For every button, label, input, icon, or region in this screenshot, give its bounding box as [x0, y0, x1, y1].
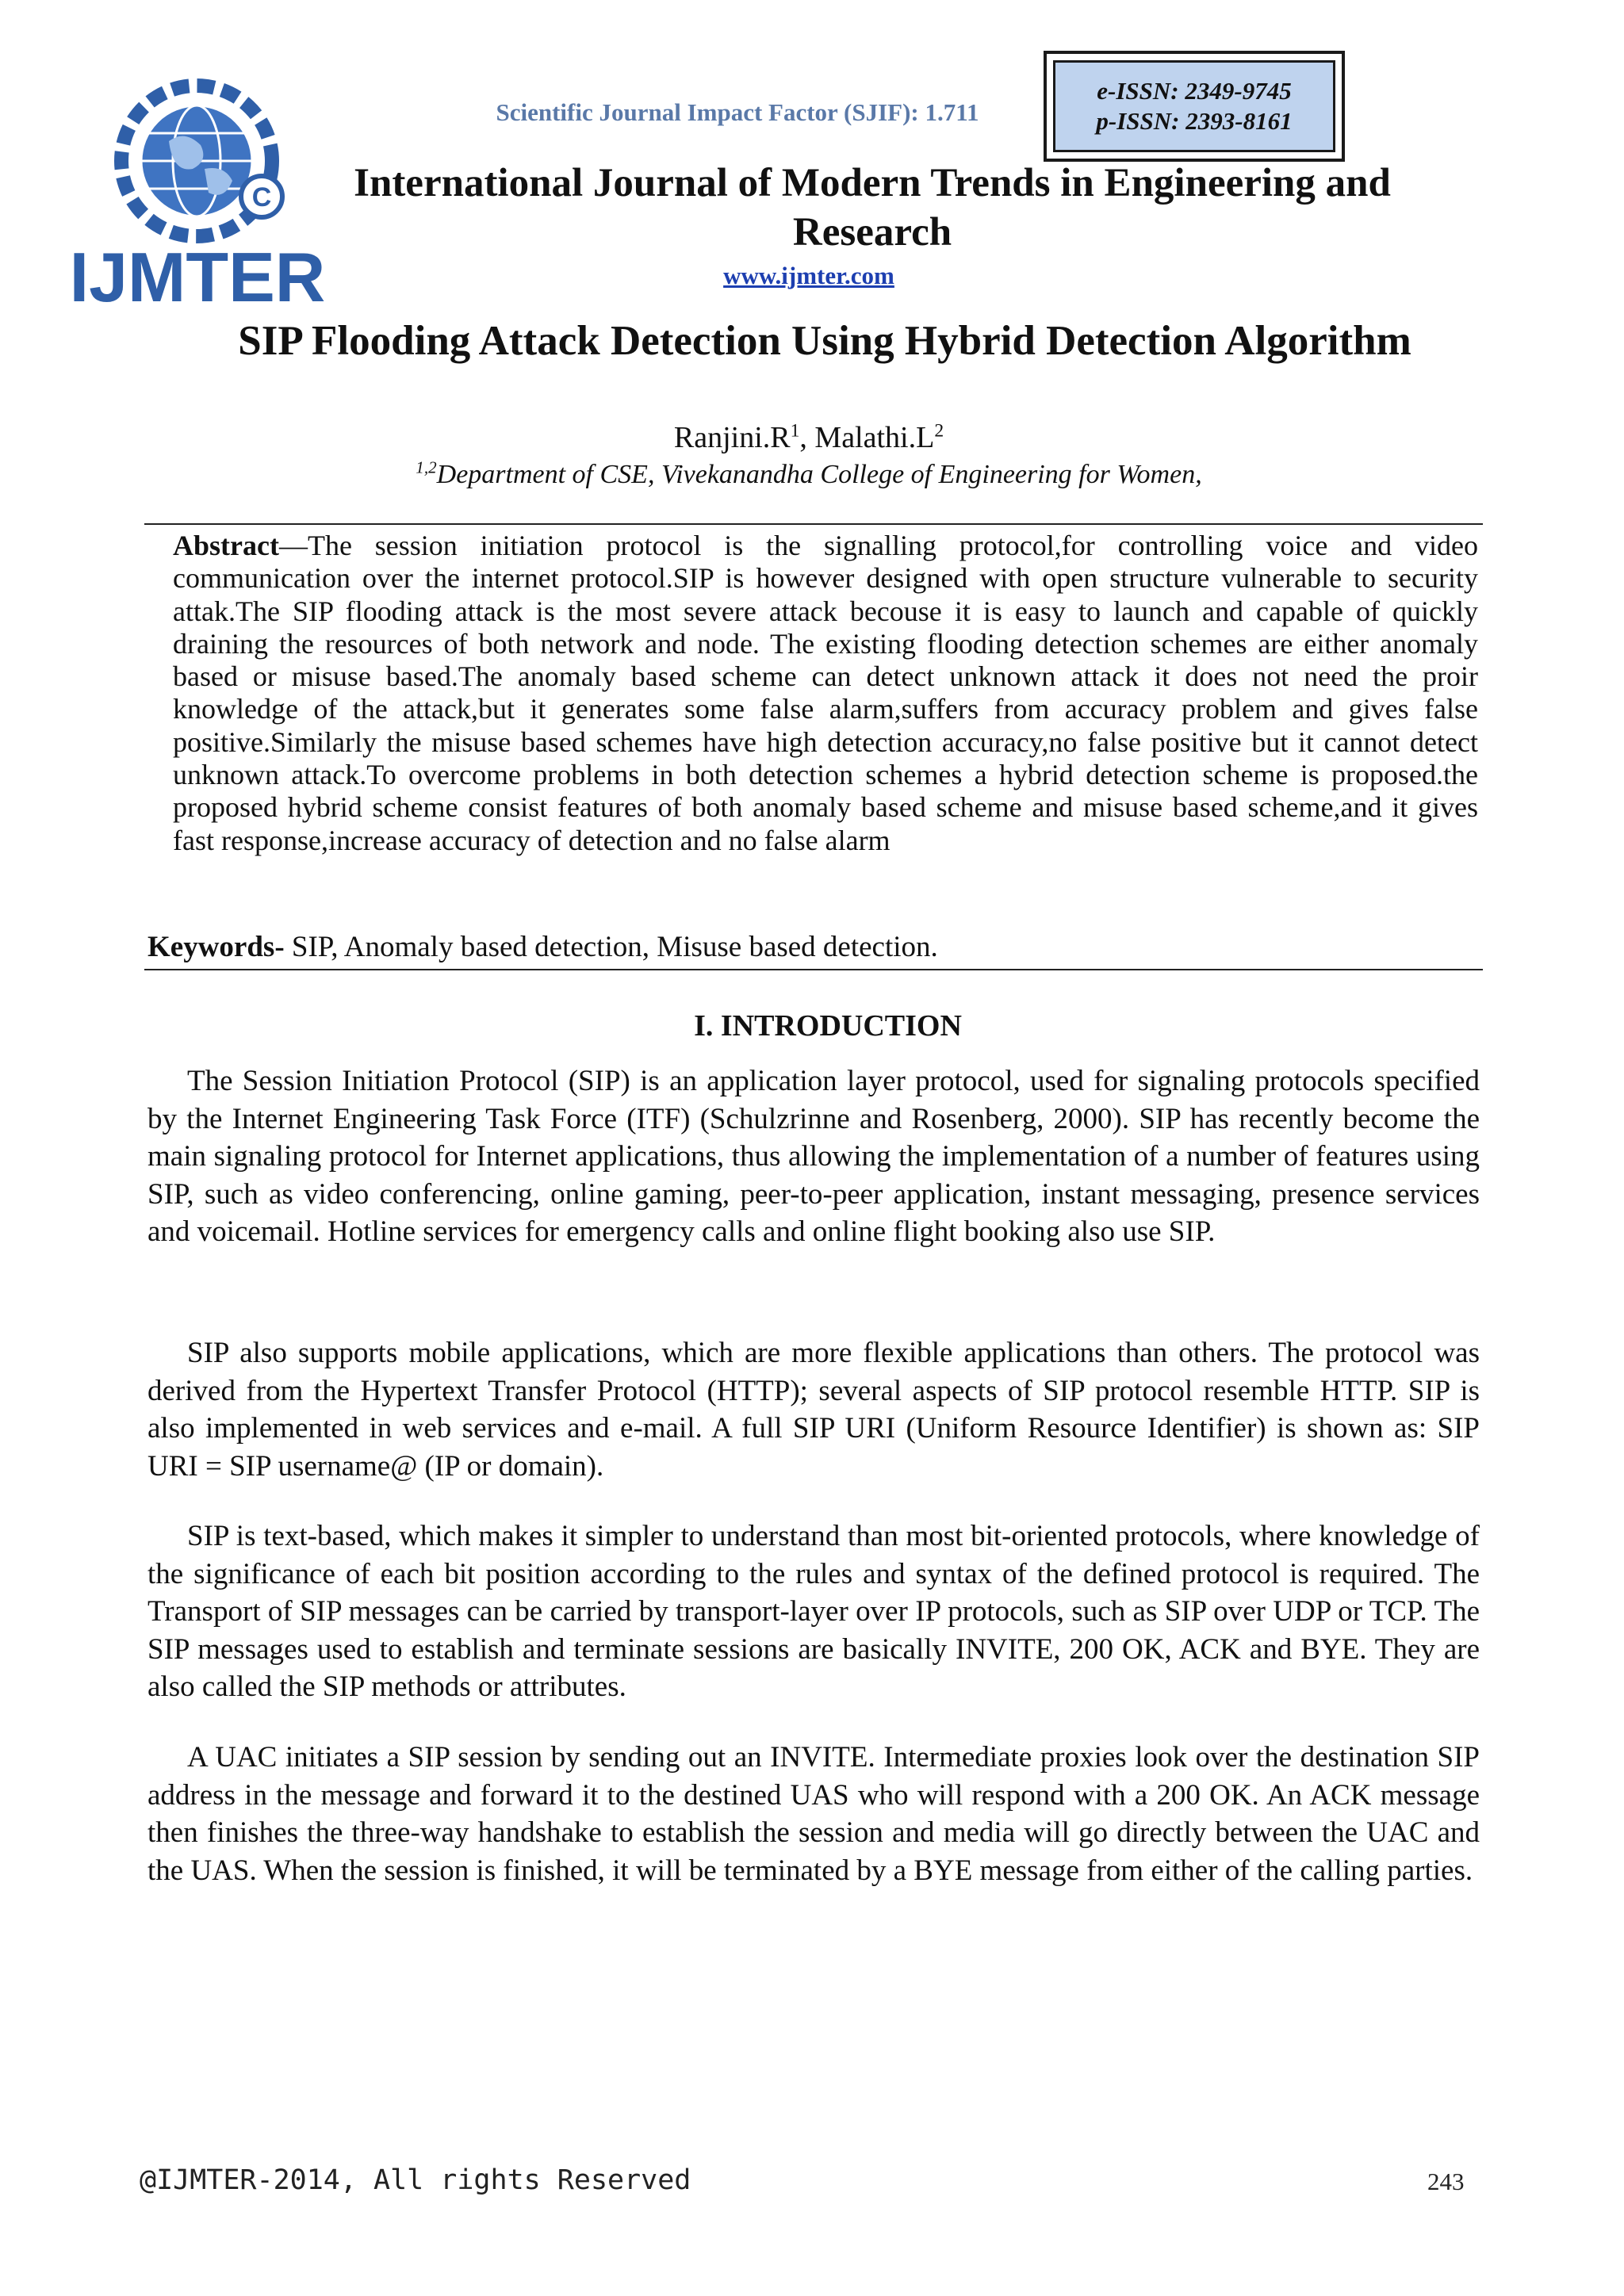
- keywords: [147, 930, 1480, 964]
- intro-paragraph-1: The Session Initiation Protocol (SIP) is an application layer protocol, used for signaling protocols specified by the Internet Engineering Task Force (ITF) (Schulzrinne and Rosenberg, 2000). SIP has recently become the main signaling protocol for Internet applications, thus allowing the implementation of a number of features using SIP, such as video conferencing, online gaming, peer-to-peer application, instant messaging, presence services and voicemail. Hotline services for emergency calls and online flight booking also use SIP.: [147, 1065, 1480, 1248]
- logo-globe-icon: [69, 78, 326, 316]
- section-heading-introduction: I. INTRODUCTION: [694, 1009, 962, 1043]
- journal-url-link[interactable]: www.ijmter.com: [723, 262, 894, 289]
- paper-title: SIP Flooding Attack Detection Using Hybrid Detection Algorithm: [238, 318, 1411, 364]
- affiliation: [159, 457, 1459, 490]
- abstract-text: The session initiation protocol is the signalling protocol,for controlling voice and video communication over the internet protocol.SIP is however designed with open structure vulnerable to security attak.The SIP flooding attack is the most severe attack becouse it is easy to launch and capable of quickly draining the resources of both network and node. The existing flooding detection schemes are either anomaly based or misuse based.The anomaly based scheme can detect unknown attack it does not need the proir knowledge of the attack,but it generates some false alarm,suffers from accuracy problem and gives false positive.Similarly the misuse based schemes have high detection accuracy,no false positive but it cannot detect unknown attack.To overcome problems in both detection schemes a hybrid detection scheme is proposed.the proposed hybrid scheme consist features of both anomaly based scheme and misuse based scheme,and it gives fast response,increase accuracy of detection and no false alarm: [173, 530, 1478, 856]
- abstract-dash: —: [278, 530, 308, 561]
- footer-copyright: @IJMTER-2014, All rights Reserved: [140, 2164, 691, 2196]
- e-issn: e-ISSN: 2349-9745: [1097, 77, 1292, 105]
- author-1: Ranjini.R: [673, 421, 791, 454]
- svg-text:C: C: [251, 182, 272, 212]
- authors: [159, 420, 1459, 455]
- author-1-sup: 1: [790, 420, 800, 442]
- affiliation-text: Department of CSE, Vivekanandha College of Engineering for Women,: [436, 460, 1202, 489]
- affiliation-sup: 1,2: [416, 457, 437, 477]
- issn-box: [1044, 51, 1345, 162]
- impact-factor: Scientific Journal Impact Factor (SJIF): 1.711: [496, 98, 979, 126]
- intro-paragraph-3: SIP is text-based, which makes it simpler to understand than most bit-oriented protocols, where knowledge of the significance of each bit position according to the rules and syntax of the defined protocol is required. The Transport of SIP messages can be carried by transport-layer over IP protocols, such as SIP over UDP or TCP. The SIP messages used to establish and terminate sessions are basically INVITE, 200 OK, ACK and BYE. They are also called the SIP methods or attributes.: [147, 1520, 1480, 1703]
- journal-title: International Journal of Modern Trends in Engineering and Research: [354, 161, 1391, 254]
- page-number: 243: [1427, 2168, 1465, 2195]
- abstract-top-rule: [144, 523, 1483, 525]
- author-2-sup: 2: [934, 420, 944, 442]
- abstract-label: Abstract: [173, 530, 279, 561]
- intro-paragraph-4: A UAC initiates a SIP session by sending out an INVITE. Intermediate proxies look over the destination SIP address in the message and forward it to the destined UAS who will respond with a 200 OK. An ACK message then finishes the three-way handshake to establish the session and media will go directly between the UAC and the UAS. When the session is finished, it will be terminated by a BYE message from either of the calling parties.: [147, 1741, 1480, 1887]
- abstract: [173, 530, 1478, 857]
- p-issn: p-ISSN: 2393-8161: [1096, 107, 1293, 135]
- logo-text: IJMTER: [69, 238, 326, 316]
- intro-paragraph-2: SIP also supports mobile applications, which are more flexible applications than others. The protocol was derived from the Hypertext Transfer Protocol (HTTP); several aspects of SIP protocol resemble HTTP. SIP is also implemented in web services and e-mail. A full SIP URI (Uniform Resource Identifier) is shown as: SIP URI = SIP username@ (IP or domain).: [147, 1337, 1480, 1483]
- keywords-text: SIP, Anomaly based detection, Misuse based detection.: [284, 931, 938, 963]
- journal-logo: [69, 78, 326, 316]
- author-2: Malathi.L: [814, 421, 935, 454]
- author-separator: ,: [799, 421, 815, 454]
- keywords-label: Keywords-: [147, 931, 285, 963]
- keywords-bottom-rule: [144, 969, 1483, 970]
